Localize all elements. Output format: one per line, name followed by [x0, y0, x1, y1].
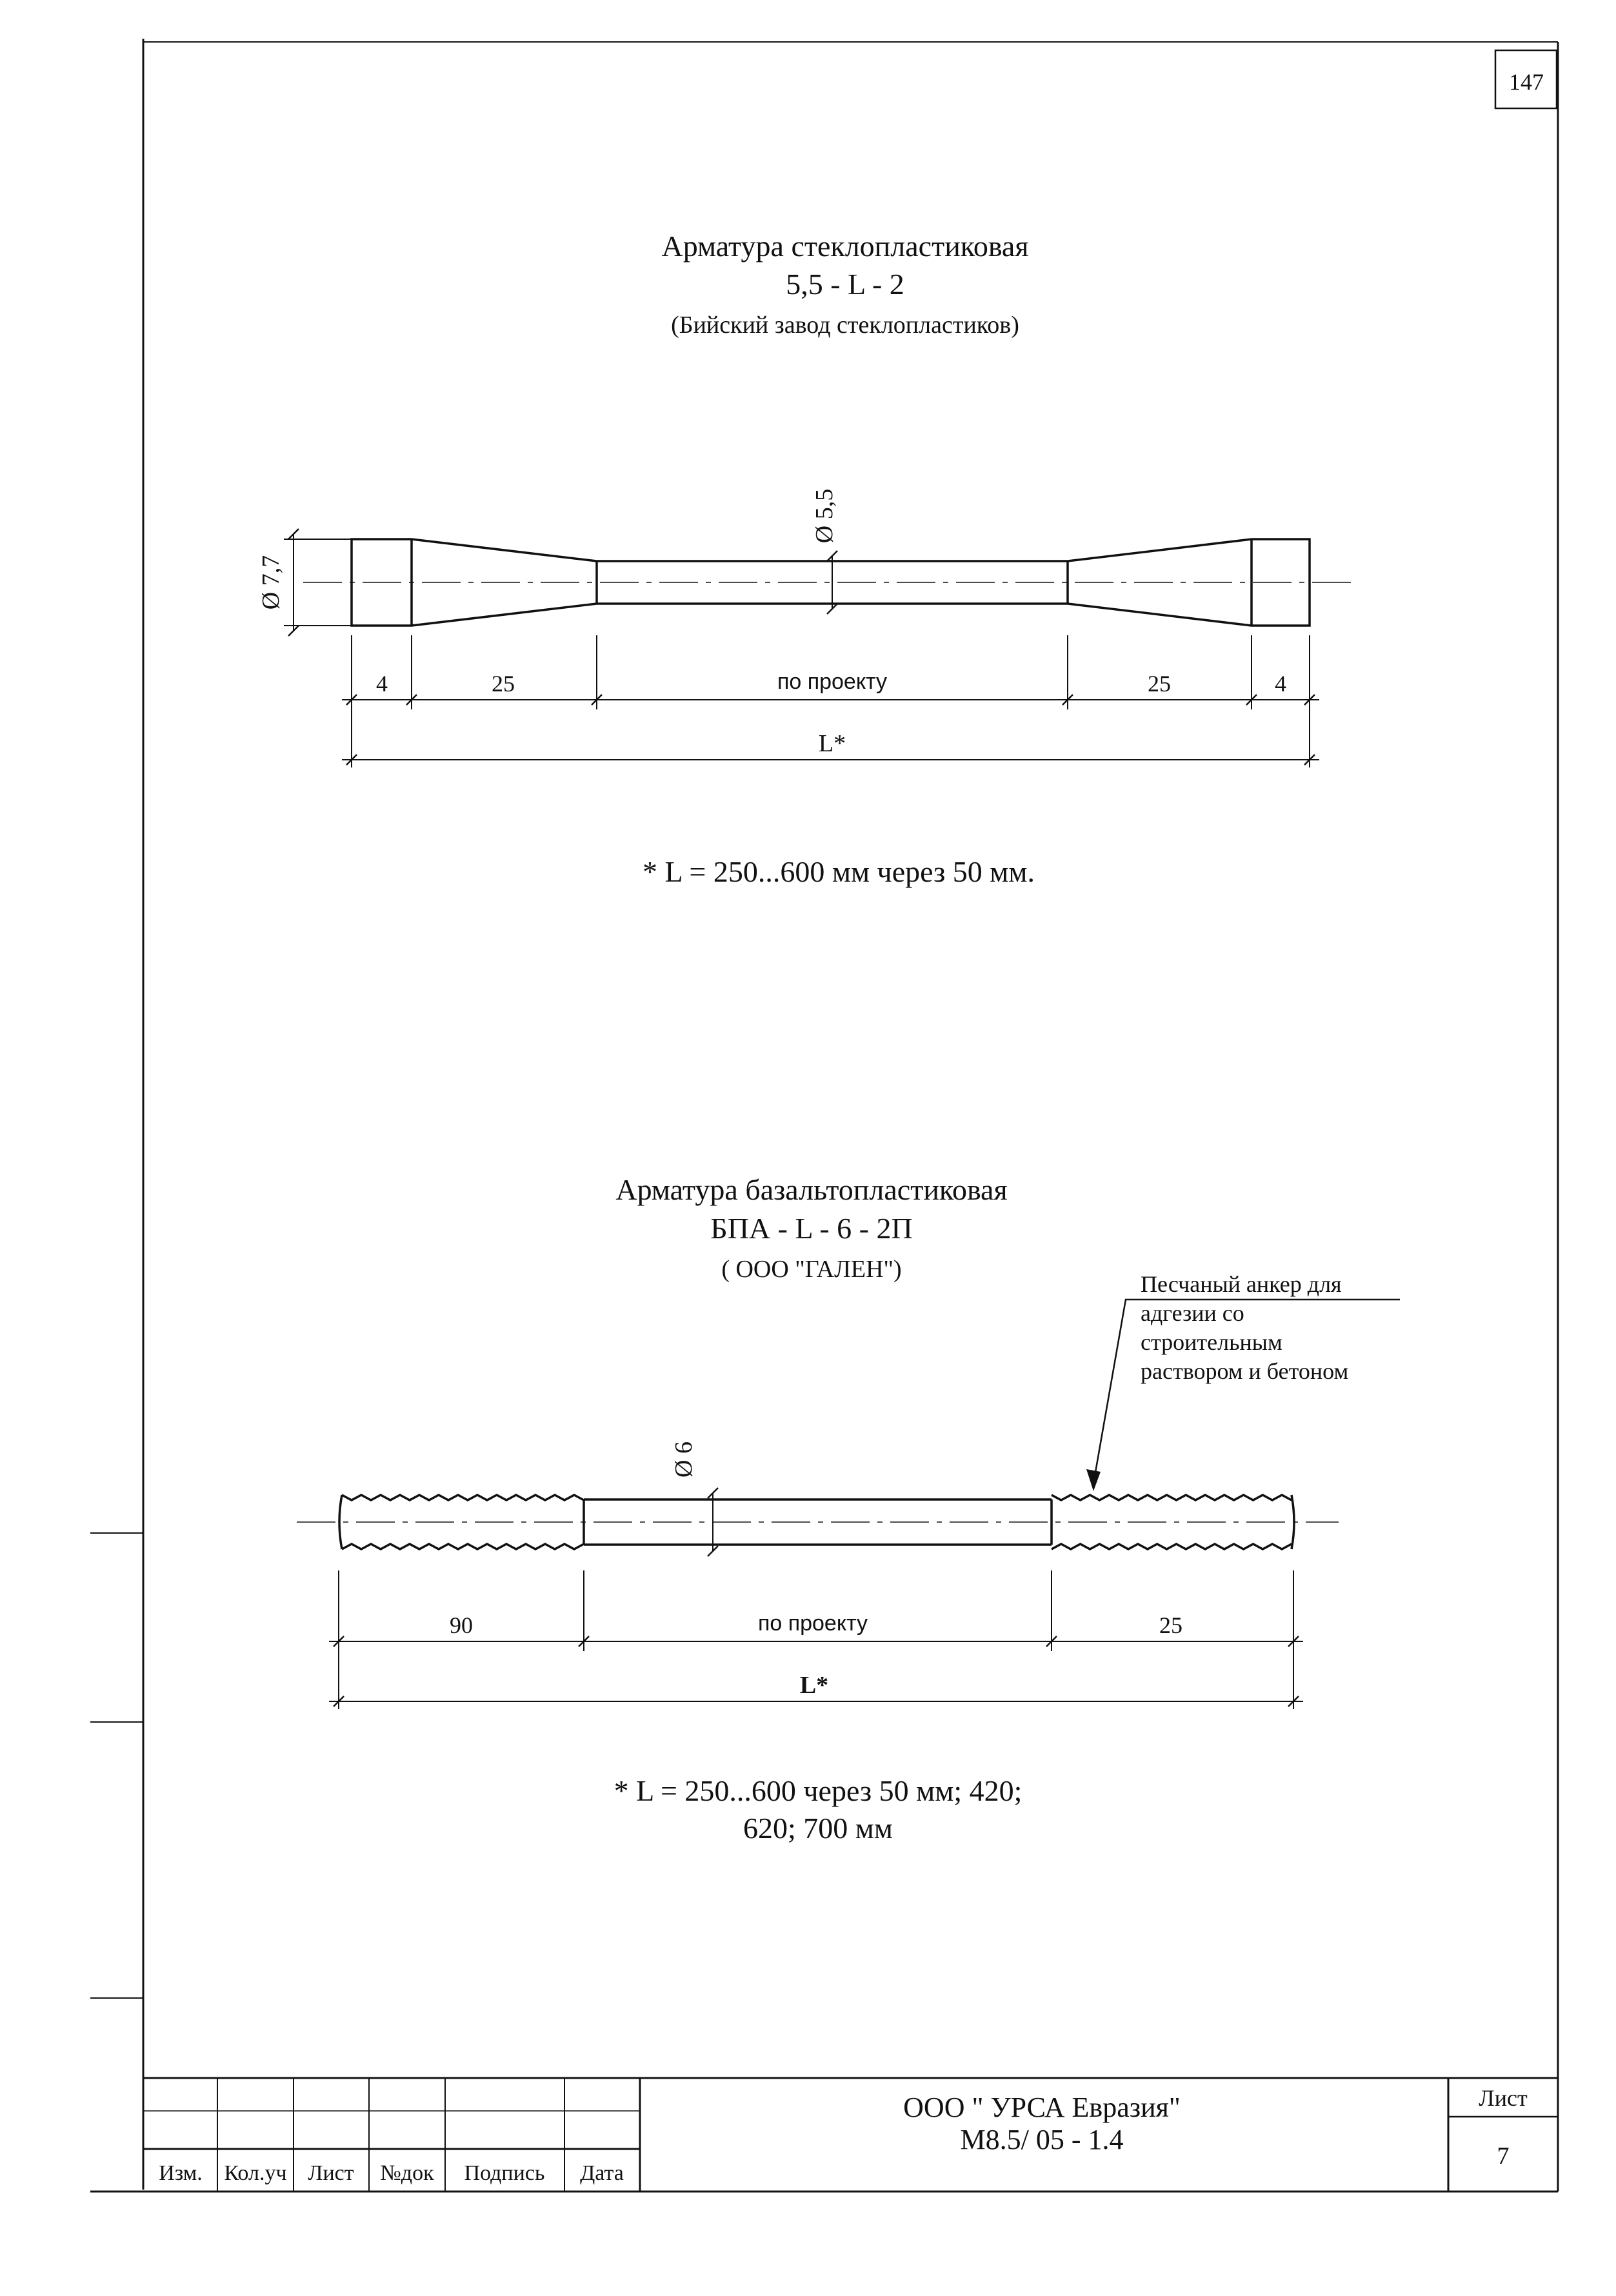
- callout-arrowhead: [1086, 1469, 1101, 1491]
- dim-1-d: 25: [1148, 671, 1171, 697]
- drawing-2-title: Арматура базальтопластиковая: [615, 1173, 1008, 1206]
- length-note-2-line-1: * L = 250...600 через 50 мм; 420;: [613, 1774, 1022, 1807]
- drawing-1: [257, 230, 1358, 888]
- sheet-label: Лист: [1479, 2085, 1528, 2111]
- callout-leader: [1093, 1300, 1400, 1483]
- drawing-2-code: БПА - L - 6 - 2П: [710, 1212, 913, 1245]
- page-number-box: [1495, 50, 1557, 108]
- col-podpis: Подпись: [464, 2161, 545, 2185]
- col-izm: Изм.: [159, 2161, 203, 2185]
- col-list: Лист: [308, 2161, 354, 2185]
- callout-line-3: строительным: [1141, 1329, 1282, 1355]
- drawing-1-title: Арматура стеклопластиковая: [661, 230, 1029, 262]
- length-note-1: * L = 250...600 мм через 50 мм.: [643, 855, 1035, 888]
- total-label-1: L*: [818, 730, 846, 757]
- sheet-frame: [90, 39, 1558, 2192]
- title-block: [143, 2078, 1558, 2192]
- col-ndok: №док: [380, 2161, 434, 2185]
- sheet-number: 7: [1497, 2143, 1510, 2170]
- callout-line-4: раствором и бетоном: [1141, 1358, 1349, 1384]
- dim-2-b: по проекту: [757, 1611, 868, 1636]
- col-data: Дата: [580, 2161, 624, 2185]
- page-number: 147: [1509, 69, 1544, 95]
- dim-1-e: 4: [1275, 671, 1286, 697]
- dia-end-label: Ø 7,7: [257, 555, 284, 610]
- drawing-2: [297, 1173, 1400, 1845]
- dia-mid-label: Ø 5,5: [811, 488, 838, 544]
- dim-1-b: 25: [492, 671, 515, 697]
- dim-1-c: по проекту: [777, 669, 888, 694]
- drawing-1-code: 5,5 - L - 2: [786, 268, 904, 301]
- callout-line-2: адгезии со: [1141, 1300, 1244, 1326]
- doc-code: М8.5/ 05 - 1.4: [960, 2124, 1124, 2155]
- dim-2-a: 90: [450, 1612, 473, 1638]
- dim-1-a: 4: [376, 671, 388, 697]
- length-note-2-line-2: 620; 700 мм: [743, 1812, 893, 1845]
- col-kol-uch: Кол.уч: [224, 2161, 287, 2185]
- callout-line-1: Песчаный анкер для: [1141, 1271, 1342, 1297]
- total-label-2: L*: [799, 1672, 829, 1699]
- drawing-1-maker: (Бийский завод стеклопластиков): [671, 312, 1019, 339]
- dia-6-label: Ø 6: [670, 1441, 697, 1478]
- org-name: ООО " УРСА Евразия": [903, 2092, 1181, 2123]
- callout: [1086, 1271, 1400, 1491]
- drawing-2-maker: ( ООО "ГАЛЕН"): [721, 1256, 902, 1283]
- dim-2-c: 25: [1159, 1612, 1182, 1638]
